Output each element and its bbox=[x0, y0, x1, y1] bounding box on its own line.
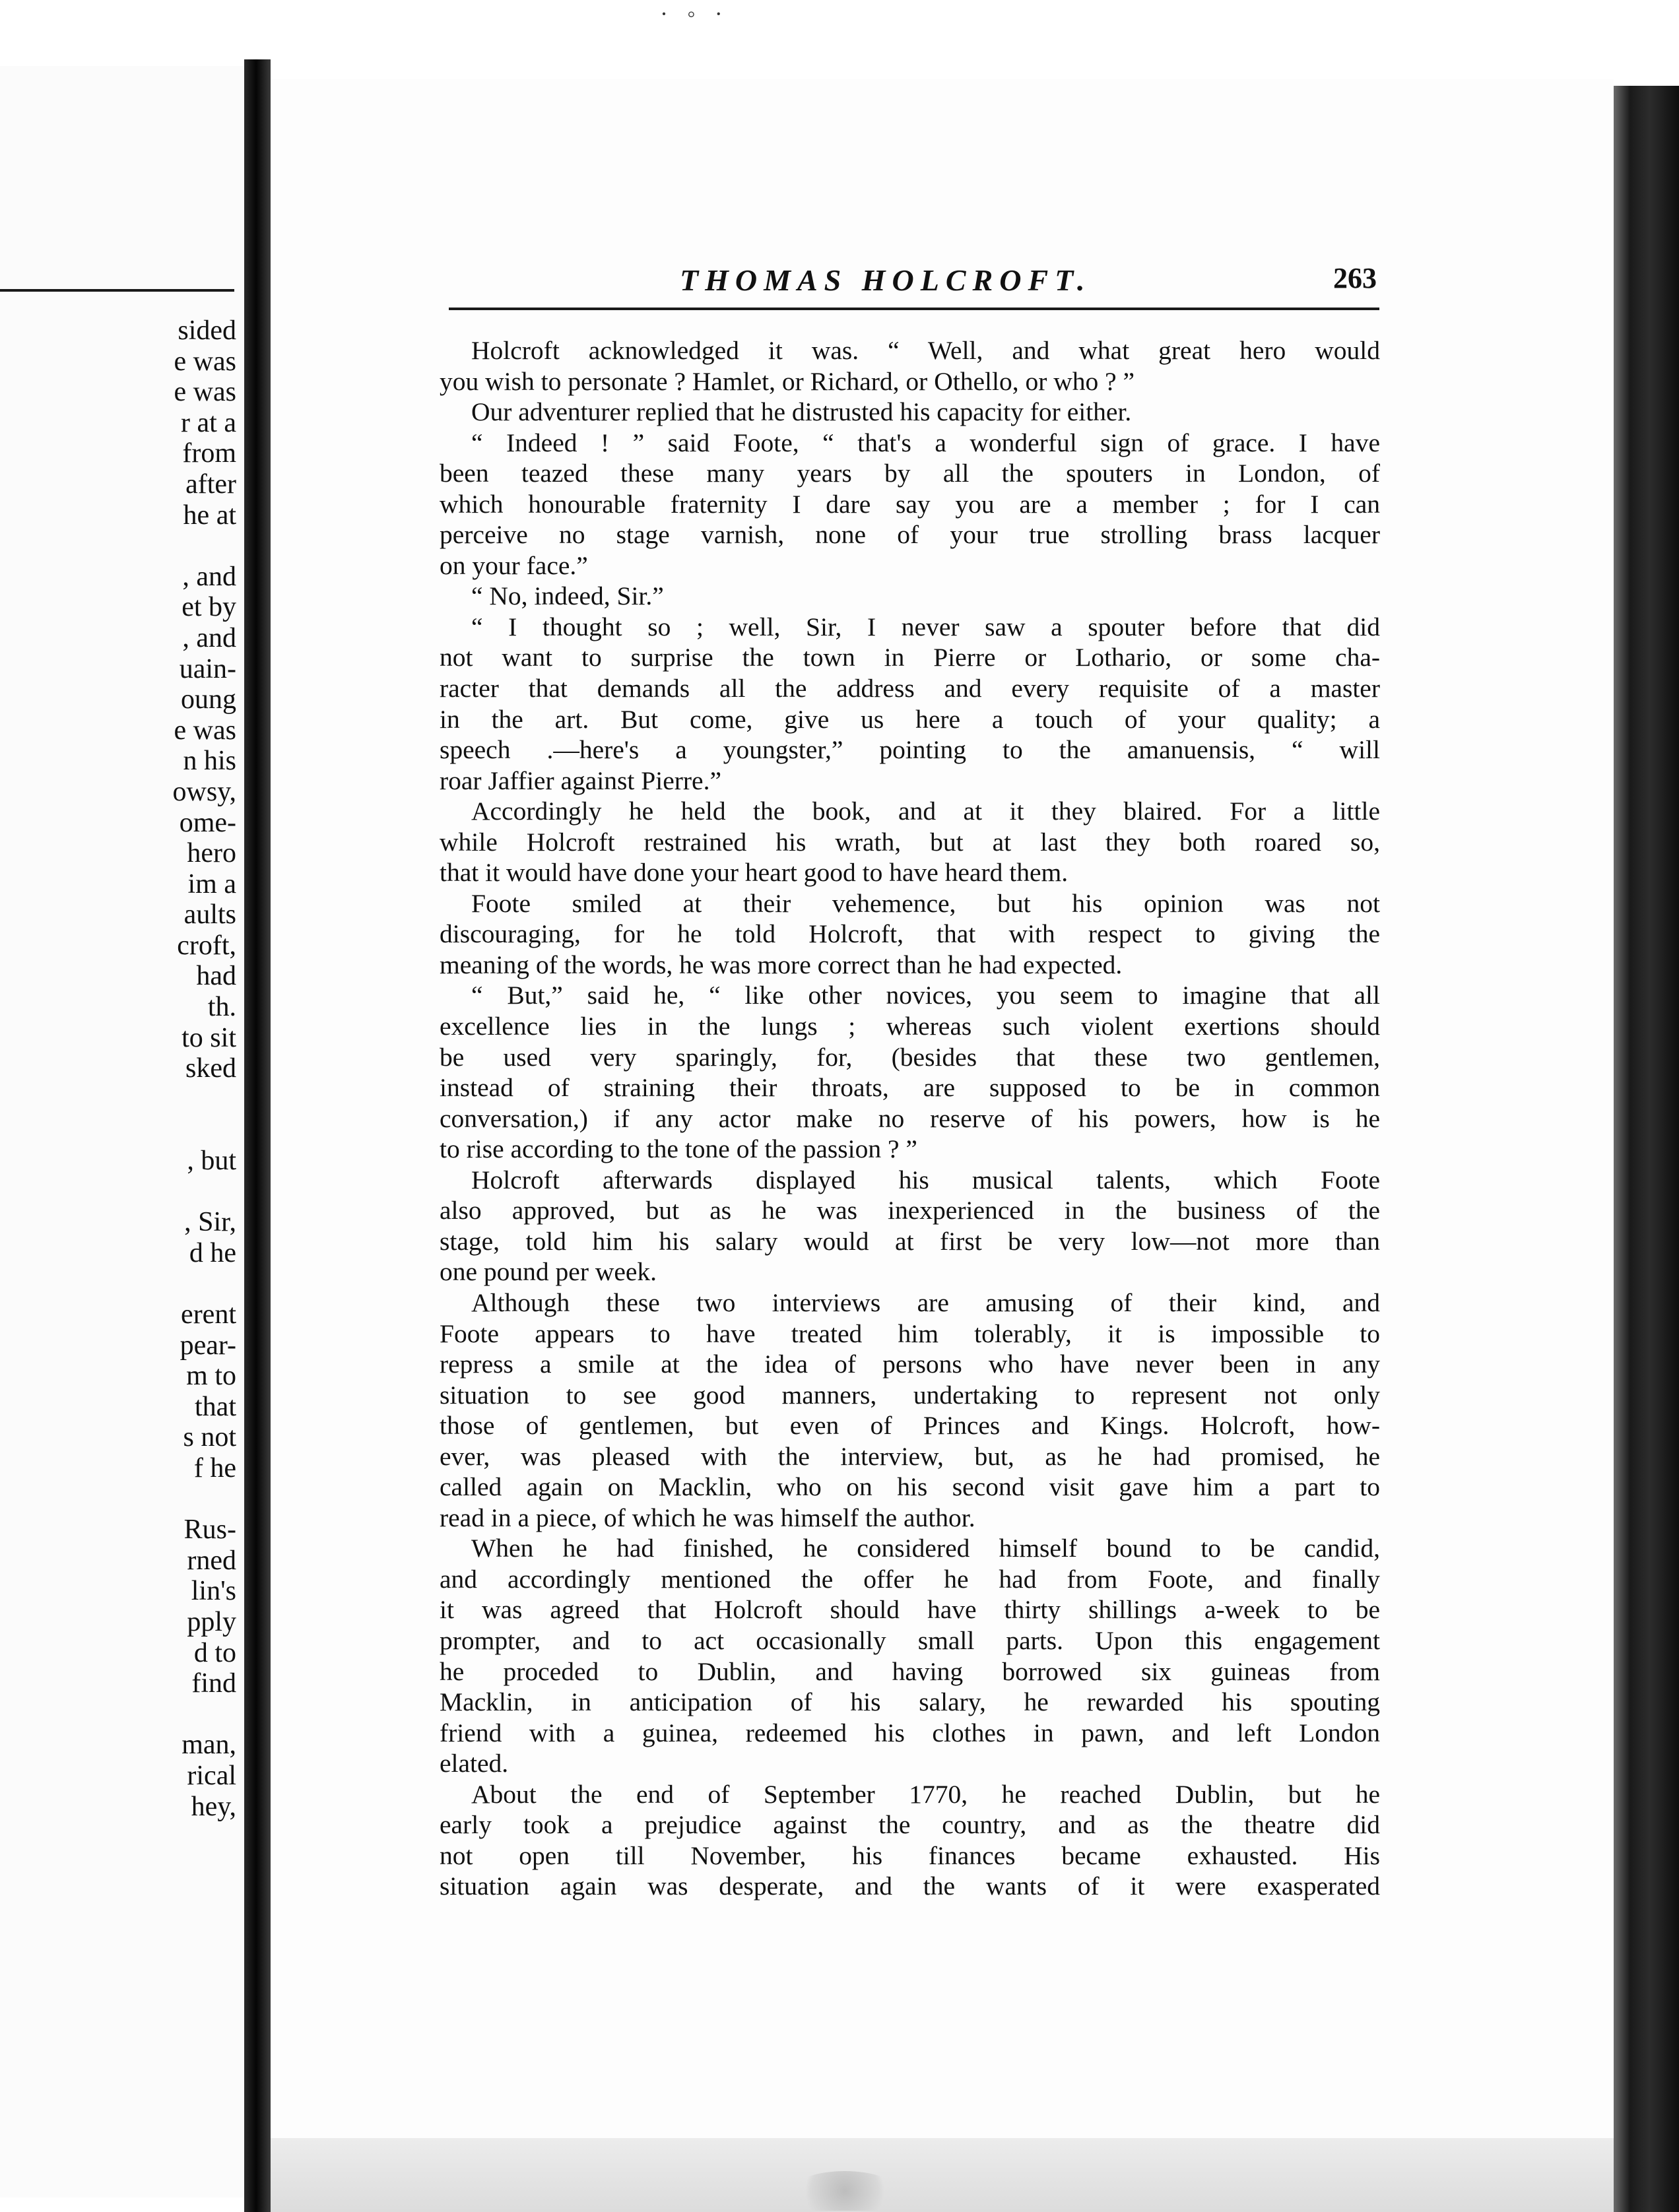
text-line: speech .—here's a youngster,” pointing to the amanuensis, “ will bbox=[440, 735, 1380, 765]
left-page-line: he at bbox=[183, 500, 236, 531]
left-page-line: oung bbox=[181, 684, 236, 715]
left-page-line: croft, bbox=[177, 930, 236, 961]
left-page-line: d to bbox=[193, 1637, 236, 1668]
text-line: on your face.” bbox=[440, 550, 588, 580]
text-line: to rise according to the tone of the passion ? ” bbox=[440, 1134, 917, 1164]
text-line: Accordingly he held the book, and at it they blaired. For a little bbox=[471, 797, 1380, 826]
text-line: while Holcroft restrained his wrath, but at last they both roared so, bbox=[440, 827, 1380, 857]
left-page-line: pply bbox=[187, 1606, 236, 1637]
left-page-line: , and bbox=[182, 622, 236, 653]
text-line: stage, told him his salary would at first be very low—not more than bbox=[440, 1226, 1380, 1256]
left-page-line bbox=[173, 531, 236, 562]
text-line: Foote smiled at their vehemence, but his opinion was not bbox=[471, 888, 1380, 918]
text-line: instead of straining their throats, are supposed to be in common bbox=[440, 1073, 1380, 1103]
left-page-line: owsy, bbox=[172, 776, 236, 807]
bottom-edge-specks bbox=[792, 2171, 898, 2211]
text-line: prompter, and to act occasionally small parts. Upon this engagement bbox=[440, 1625, 1380, 1655]
text-line: early took a prejudice against the country, and as the theatre did bbox=[440, 1810, 1380, 1840]
left-page-line bbox=[173, 1177, 236, 1208]
text-line: Our adventurer replied that he distrusted his capacity for either. bbox=[471, 397, 1132, 427]
text-line: discouraging, for he told Holcroft, that with respect to giving the bbox=[440, 919, 1380, 949]
text-line: elated. bbox=[440, 1749, 509, 1778]
text-line: Foote appears to have treated him tolerably, it is impossible to bbox=[440, 1318, 1380, 1348]
left-page-line: e was bbox=[174, 715, 236, 746]
left-page-fragment bbox=[0, 66, 247, 2197]
left-page-line: sided bbox=[178, 315, 236, 346]
text-line: roar Jaffier against Pierre.” bbox=[440, 765, 721, 795]
text-line: that it would have done your heart good to have heard them. bbox=[440, 858, 1069, 888]
text-line: When he had finished, he considered himself bound to be candid, bbox=[471, 1534, 1380, 1563]
text-line: those of gentlemen, but even of Princes and Kings. Holcroft, how- bbox=[440, 1411, 1380, 1441]
text-line: excellence lies in the lungs ; whereas such violent exertions should bbox=[440, 1012, 1380, 1041]
text-line: situation again was desperate, and the wants of it were exasperated bbox=[440, 1871, 1380, 1901]
left-page-line bbox=[173, 1084, 236, 1115]
left-page-line: et by bbox=[181, 592, 236, 623]
text-line: Macklin, in anticipation of his salary, he rewarded his spouting bbox=[440, 1687, 1380, 1717]
left-page-line: from bbox=[182, 438, 236, 469]
left-page-line: man, bbox=[181, 1730, 236, 1761]
text-line: Although these two interviews are amusing of their kind, and bbox=[471, 1287, 1380, 1317]
text-line: Holcroft afterwards displayed his musical talents, which Foote bbox=[471, 1165, 1380, 1194]
text-line: and accordingly mentioned the offer he had from Foote, and finally bbox=[440, 1564, 1380, 1594]
text-line: it was agreed that Holcroft should have thirty shillings a-week to be bbox=[440, 1595, 1380, 1625]
text-line: “ No, indeed, Sir.” bbox=[471, 581, 664, 611]
left-page-line: , but bbox=[187, 1146, 236, 1177]
text-line: read in a piece, of which he was himself the author. bbox=[440, 1503, 975, 1532]
left-page-line bbox=[173, 1115, 236, 1146]
text-line: “ Indeed ! ” said Foote, “ that's a wonderful sign of grace. I have bbox=[471, 428, 1380, 457]
left-page-line: Rus- bbox=[183, 1514, 236, 1545]
left-page-line: had bbox=[196, 961, 236, 992]
text-line: “ But,” said he, “ like other novices, you seem to imagine that all bbox=[471, 981, 1380, 1010]
text-line: racter that demands all the address and every requisite of a master bbox=[440, 674, 1380, 703]
bottom-page-margin bbox=[271, 2138, 1614, 2212]
left-page-line: aults bbox=[183, 899, 236, 930]
text-line: perceive no stage varnish, none of your true strolling brass lacquer bbox=[440, 520, 1380, 550]
text-line: About the end of September 1770, he reached Dublin, but he bbox=[471, 1779, 1380, 1809]
left-page-line: pear- bbox=[180, 1330, 236, 1361]
running-title: THOMAS HOLCROFT. bbox=[680, 263, 1092, 297]
text-line: ever, was pleased with the interview, but, as he had promised, he bbox=[440, 1441, 1380, 1471]
left-page-line bbox=[173, 1484, 236, 1515]
left-page-line: d he bbox=[189, 1237, 236, 1268]
left-page-line: s not bbox=[183, 1422, 236, 1453]
text-line: one pound per week. bbox=[440, 1257, 657, 1287]
text-line: Holcroft acknowledged it was. “ Well, and what great hero would bbox=[471, 336, 1380, 365]
top-edge-specks: · ◦ · bbox=[660, 1, 729, 27]
text-line: you wish to personate ? Hamlet, or Richard, or Othello, or who ? ” bbox=[440, 366, 1135, 396]
left-page-line bbox=[173, 1268, 236, 1299]
left-page-line: rical bbox=[187, 1760, 236, 1791]
text-line: repress a smile at the idea of persons who have never been in any bbox=[440, 1350, 1380, 1379]
text-line: in the art. But come, give us here a touch of your quality; a bbox=[440, 704, 1380, 734]
left-page-line: after bbox=[185, 469, 236, 500]
left-page-text-fragments bbox=[173, 315, 236, 1822]
left-page-line bbox=[173, 1699, 236, 1730]
left-page-line: that bbox=[195, 1391, 236, 1422]
left-page-line: sked bbox=[185, 1053, 236, 1084]
left-page-line: find bbox=[191, 1668, 236, 1699]
left-page-header-rule bbox=[0, 289, 234, 292]
text-line: he proceded to Dublin, and having borrowed six guineas from bbox=[440, 1656, 1380, 1686]
book-gutter bbox=[244, 59, 271, 2212]
left-page-line: ome- bbox=[179, 807, 236, 838]
header-rule bbox=[449, 308, 1379, 310]
left-page-line: hero bbox=[187, 838, 236, 869]
page-number: 263 bbox=[1333, 262, 1377, 294]
text-line: friend with a guinea, redeemed his clothes in pawn, and left London bbox=[440, 1718, 1380, 1747]
left-page-line: rned bbox=[187, 1545, 236, 1576]
left-page-line: e was bbox=[174, 377, 236, 408]
left-page-line: im a bbox=[187, 868, 236, 899]
left-page-line: th. bbox=[207, 992, 236, 1023]
left-page-line: lin's bbox=[191, 1576, 236, 1607]
text-line: be used very sparingly, for, (besides that these two gentlemen, bbox=[440, 1042, 1380, 1072]
left-page-line: r at a bbox=[181, 407, 236, 438]
body-text bbox=[440, 335, 1380, 1902]
left-page-line: , Sir, bbox=[184, 1207, 236, 1238]
left-page-line: uain- bbox=[179, 653, 236, 684]
left-page-line: erent bbox=[181, 1299, 236, 1330]
left-page-line: e was bbox=[174, 346, 236, 377]
text-line: called again on Macklin, who on his second visit gave him a part to bbox=[440, 1472, 1380, 1502]
text-line: situation to see good manners, undertaking to represent not only bbox=[440, 1380, 1380, 1410]
left-page-line: f he bbox=[193, 1452, 236, 1483]
text-line: not open till November, his finances became exhausted. His bbox=[440, 1840, 1380, 1870]
text-line: which honourable fraternity I dare say you are a member ; for I can bbox=[440, 489, 1380, 519]
page-stack-edge bbox=[1614, 86, 1679, 2212]
text-line: also approved, but as he was inexperienced in the business of the bbox=[440, 1196, 1380, 1225]
left-page-line: to sit bbox=[181, 1022, 236, 1053]
text-line: not want to surprise the town in Pierre or Lothario, or some cha- bbox=[440, 643, 1380, 672]
text-line: “ I thought so ; well, Sir, I never saw a spouter before that did bbox=[471, 612, 1380, 641]
left-page-line: m to bbox=[186, 1361, 236, 1392]
text-line: been teazed these many years by all the spouters in London, of bbox=[440, 459, 1380, 488]
text-line: meaning of the words, he was more correct than he had expected. bbox=[440, 950, 1123, 979]
text-line: conversation,) if any actor make no reserve of his powers, how is he bbox=[440, 1103, 1380, 1133]
left-page-line: n his bbox=[183, 746, 236, 777]
left-page-line: hey, bbox=[191, 1791, 236, 1822]
left-page-line: , and bbox=[182, 561, 236, 592]
